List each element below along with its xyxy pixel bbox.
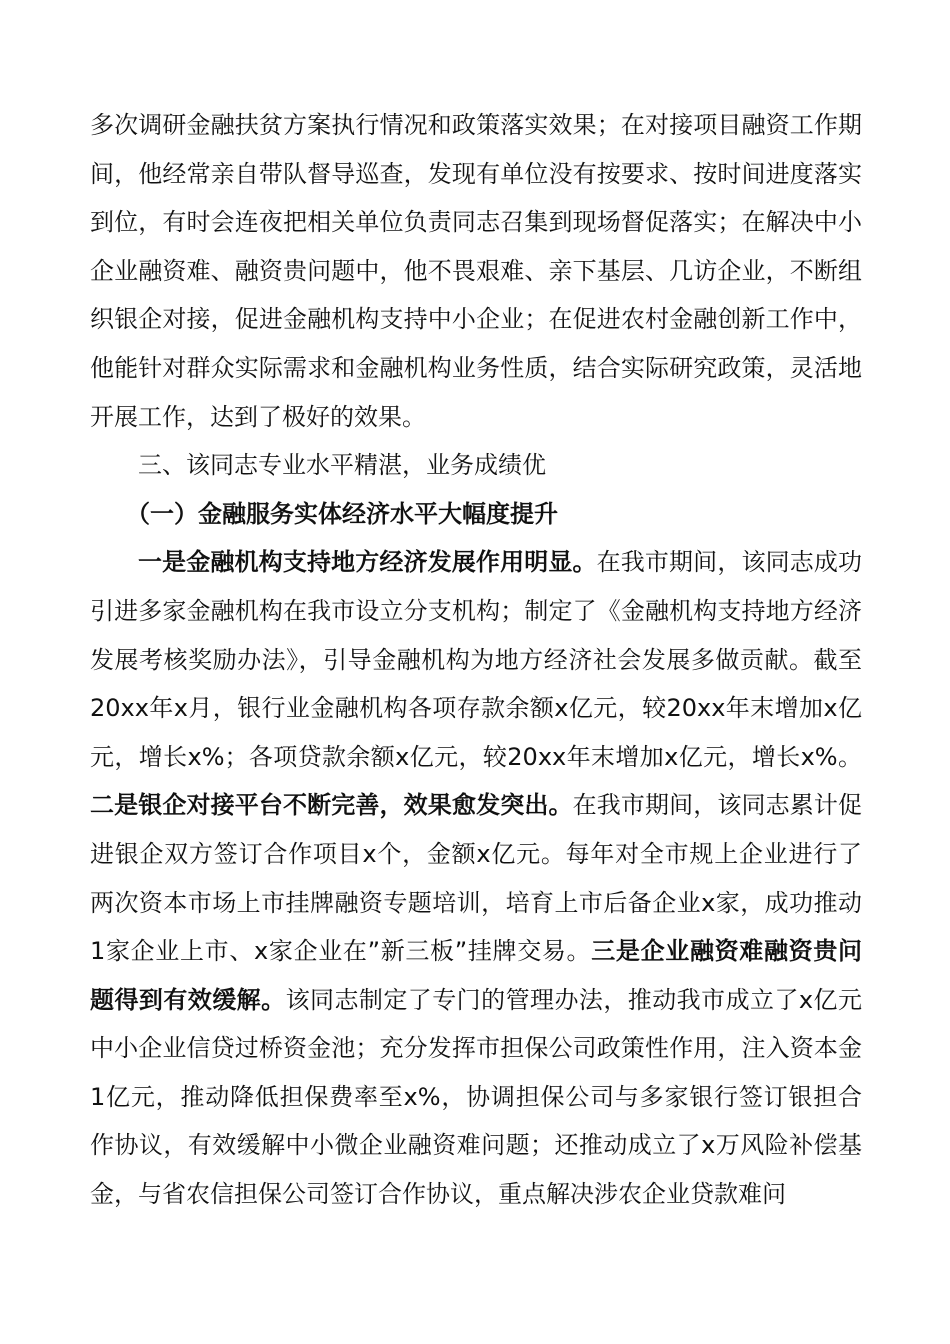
- subheading-1: （一）金融服务实体经济水平大幅度提升: [126, 499, 558, 528]
- document-body: [90, 101, 862, 1219]
- paragraph-1: 多次调研金融扶贫方案执行情况和政策落实效果；在对接项目融资工作期间，他经常亲自带队督导巡查，发现有单位没有按要求、按时间进度落实到位，有时会连夜把相关单位负责同志召集到现场督促落实；在解决中小企业融资难、融资贵问题中，他不畏艰难、亲下基层、几访企业，不断组织银企对接，促进金融机构支持中小企业；在促进农村金融创新工作中，他能针对群众实际需求和金融机构业务性质，结合实际研究政策，灵活地开展工作，达到了极好的效果。: [90, 111, 862, 431]
- point-2-text: 在我市期间，该同志累计促进银企双方签订合作项目x个，金额x亿元。每年对全市规上企业进行了两次资本市场上市挂牌融资专题培训，培育上市后备企业x家，成功推动1家企业上市、x家企业在”新三板”挂牌交易。: [90, 791, 863, 966]
- point-3-title: 三是企业融资难融资贵问题得到有效缓解。: [90, 937, 863, 1014]
- point-2-title: 二是银企对接平台不断完善，效果愈发突出。: [90, 791, 573, 820]
- point-3-text: 该同志制定了专门的管理办法，推动我市成立了x亿元中小企业信贷过桥资金池；充分发挥市担保公司政策性作用，注入资本金1亿元，推动降低担保费率至x%，协调担保公司与多家银行签订银担合作协议，有效缓解中小微企业融资难问题；还推动成立了x万风险补偿基金，与省农信担保公司签订合作协议，重点解决涉农企业贷款难问: [90, 985, 863, 1209]
- paragraph-2: [90, 538, 862, 1218]
- point-1-text: 在我市期间，该同志成功引进多家金融机构在我市设立分支机构；制定了《金融机构支持地方经济发展考核奖励办法》，引导金融机构为地方经济社会发展多做贡献。截至20xx年x月，银行业金融机构各项存款余额x亿元，较20xx年末增加x亿元，增长x%；各项贷款余额x亿元，较20xx年末增加x亿元，增长x%。: [90, 548, 863, 771]
- section-heading-3: 三、该同志专业水平精湛，业务成绩优: [138, 451, 546, 480]
- point-1-title: 一是金融机构支持地方经济发展作用明显。: [138, 548, 597, 577]
